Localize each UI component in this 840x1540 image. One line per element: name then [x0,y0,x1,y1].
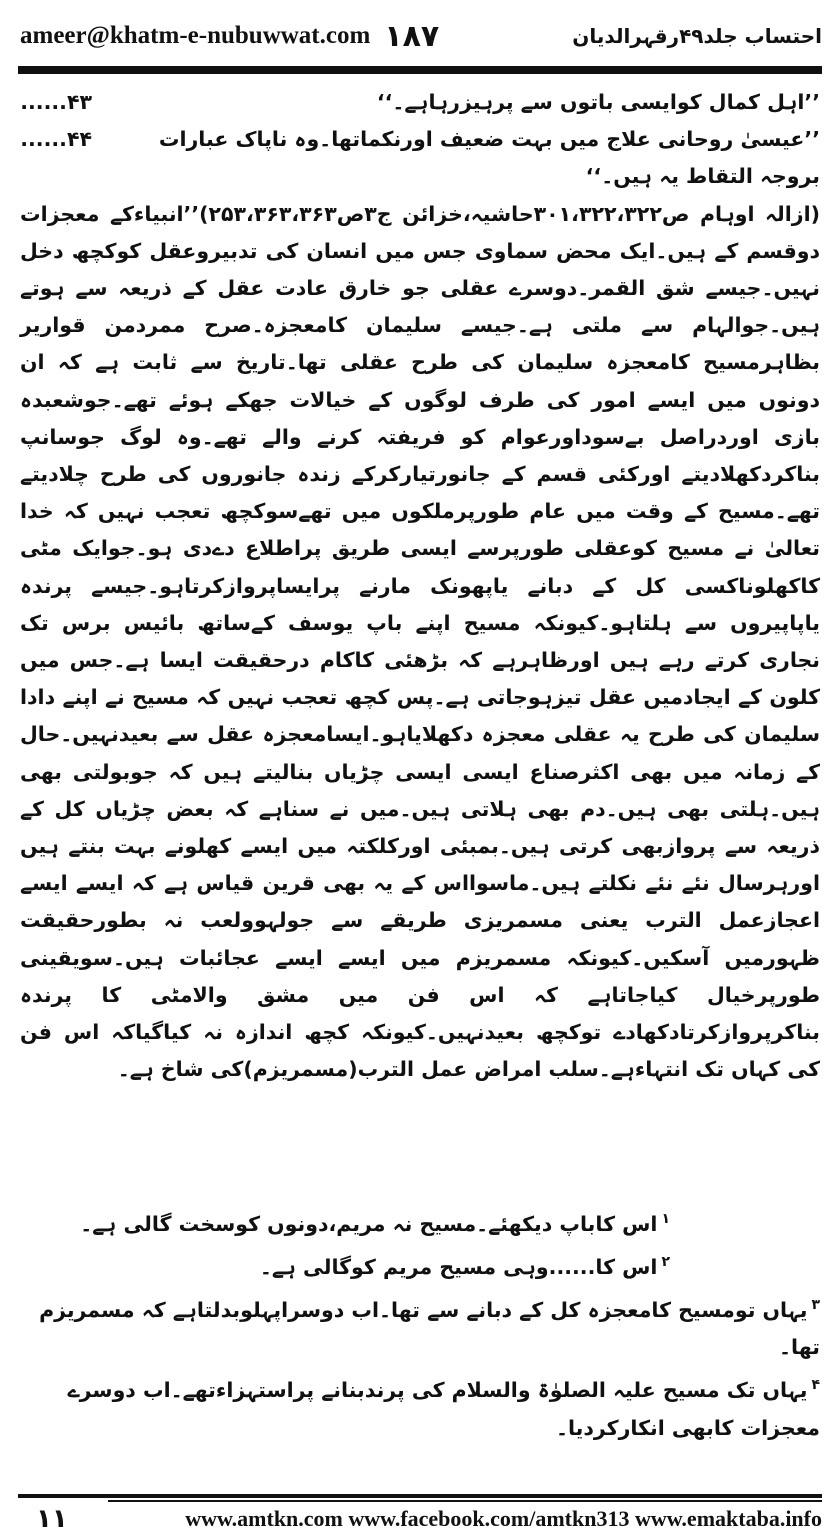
quote-43 [20,84,820,121]
footnote-1 [20,1200,820,1243]
footnote-mark: ۱ [661,1211,670,1227]
header-email: ameer@khatm-e-nubuwwat.com [20,22,371,49]
quote-number: ۴۴...... [20,127,92,152]
footnote-text: یہاں تک مسیح علیہ الصلوٰۃ والسلام کی پرندبنانے پراستہزاءتھے۔اب دوسرے [67,1378,808,1403]
footnote-continuation: معجزات کابھی انکارکردیا۔ [555,1416,820,1441]
footer-links: www.amtkn.com www.facebook.com/amtkn313 www.emaktaba.info [185,1506,822,1531]
footer-rule [18,1494,822,1498]
main-content [20,84,820,1088]
quote-text: ’’عیسیٰ روحانی علاج میں بہت ضعیف اورنکماتھا۔وہ ناپاک عبارات بروجہ التقاط یہ ہیں۔‘‘ [158,127,820,189]
footer-page-index: ۱۱ [36,1504,68,1534]
body-paragraph: (ازالہ اوہام ص۳۰۱،۳۲۲،۳۲۲حاشیہ،خزائن ج۳ص۲۵۳،۳۶۳،۳۶۳)’’انبیاءکے معجزات دوقسم کے ہیں۔ایک محض سماوی جس میں انسان کی تدبیروعقل کوکچھ دخل نہیں۔جیسے شق القمر۔دوسرے عقلی جو خارق عادت عقل کے ذریعہ سے ہوتے ہیں۔جوالہام سے ملتی ہے۔جیسے سلیمان کامعجزہ۔صرح ممردمن قواریر بظاہرمسیح کامعجزہ سلیمان کی طرح عقلی تھا۔تاریخ سے ثابت ہے کہ ان دونوں میں ایسے امور کی طرف لوگوں کے خیالات جھکے ہوئے تھے۔جوشعبدہ بازی اوردراصل بےسوداورعوام کو فریفتہ کرنے والے تھے۔وہ لوگ جوسانپ بناکردکھلادیتے اورکئی قسم کے جانورتیارکرکے زندہ جانوروں کی طرح چلادیتے تھے۔مسیح کے وقت میں عام طورپرملکوں میں تھےسوکچھ تعجب نہیں کہ خدا تعالیٰ نے مسیح کوعقلی طورپرسے ایسی طریق پراطلاع دےدی ہو۔جوایک مٹی کاکھلوناکسی کل کے دبانے یاپھونک مارنے پرایساپروازکرتاہو۔جیسے پرندہ یاپاپیروں سے ہلتاہو۔کیونکہ مسیح اپنے باپ یوسف کےساتھ بائیس برس تک نجاری کرتے رہے ہیں اورظاہرہے کہ بڑھئی کاکام درحقیقت ایسا ہے۔جس میں کلون کے ایجادمیں عقل تیزہوجاتی ہے۔پس کچھ تعجب نہیں کہ مسیح نے اپنے دادا سلیمان کی طرح یہ عقلی معجزہ دکھلایاہو۔ایسامعجزہ عقل سے بعیدنہیں۔حال کے زمانہ میں بھی اکثرصناع ایسی ایسی چڑیاں بنالیتے ہیں کہ جوبولتی بھی ہیں۔ہلتی بھی ہیں۔دم بھی ہلاتی ہیں۔میں نے سناہے کہ بعض چڑیاں کل کے ذریعہ سے پروازبھی کرتی ہیں۔بمبئی اورکلکتہ میں ایسے کھلونے بہت بنتے ہیں اورہرسال نئے نئے نکلتے ہیں۔ماسوااس کے یہ بھی قرین قیاس ہے کہ ایسے ایسے اعجازعمل الترب یعنی مسمریزی طریقے سے جولہوولعب نہ بطورحقیقت ظہورمیں آسکیں۔کیونکہ مسمریزم میں ایسے ایسے عجائبات ہیں۔سویقینی طورپرخیال کیاجاتاہے کہ اس فن میں مشق والامٹی کا پرندہ بناکرپروازکرتادکھادے توکچھ بعیدنہیں۔کیونکہ کچھ اندازہ نہ کیاگیاکہ اس فن کی کہاں تک انتہاءہے۔سلب امراض عمل الترب(مسمریزم)کی شاخ ہے۔ [20,201,820,1082]
footnote-text: اس کاباپ دیکھئے۔مسیح نہ مریم،دونوں کوسخت گالی ہے۔ [80,1211,658,1236]
page-footer [18,1502,822,1536]
quote-number: ۴۳...... [20,90,92,114]
footnote-mark: ۴ [811,1377,820,1394]
header-rule [18,66,822,74]
header-left [20,19,439,54]
book-title: احتساب جلد۴۹رقہرالدیان [572,24,822,48]
footnote-4 [20,1366,820,1409]
page-header [20,14,822,58]
footnotes [20,1200,820,1447]
footnote-text: یہاں تومسیح کامعجزہ کل کے دبانے سے تھا۔اب دوسراپہلوبدلتاہے کہ مسمریزم تھا۔ [39,1297,820,1360]
footnote-text: اس کا......وہی مسیح مریم کوگالی ہے۔ [259,1254,658,1279]
page-number: ۱۸۷ [384,18,440,54]
quote-44 [20,121,820,195]
footnote-mark: ۳ [811,1296,820,1313]
footnote-3 [20,1286,820,1367]
quote-text: ’’اہل کمال کوایسی باتوں سے پرہیزرہاہے۔‘‘ [376,90,820,114]
footnote-mark: ۲ [661,1253,670,1270]
footnote-2 [20,1243,820,1286]
